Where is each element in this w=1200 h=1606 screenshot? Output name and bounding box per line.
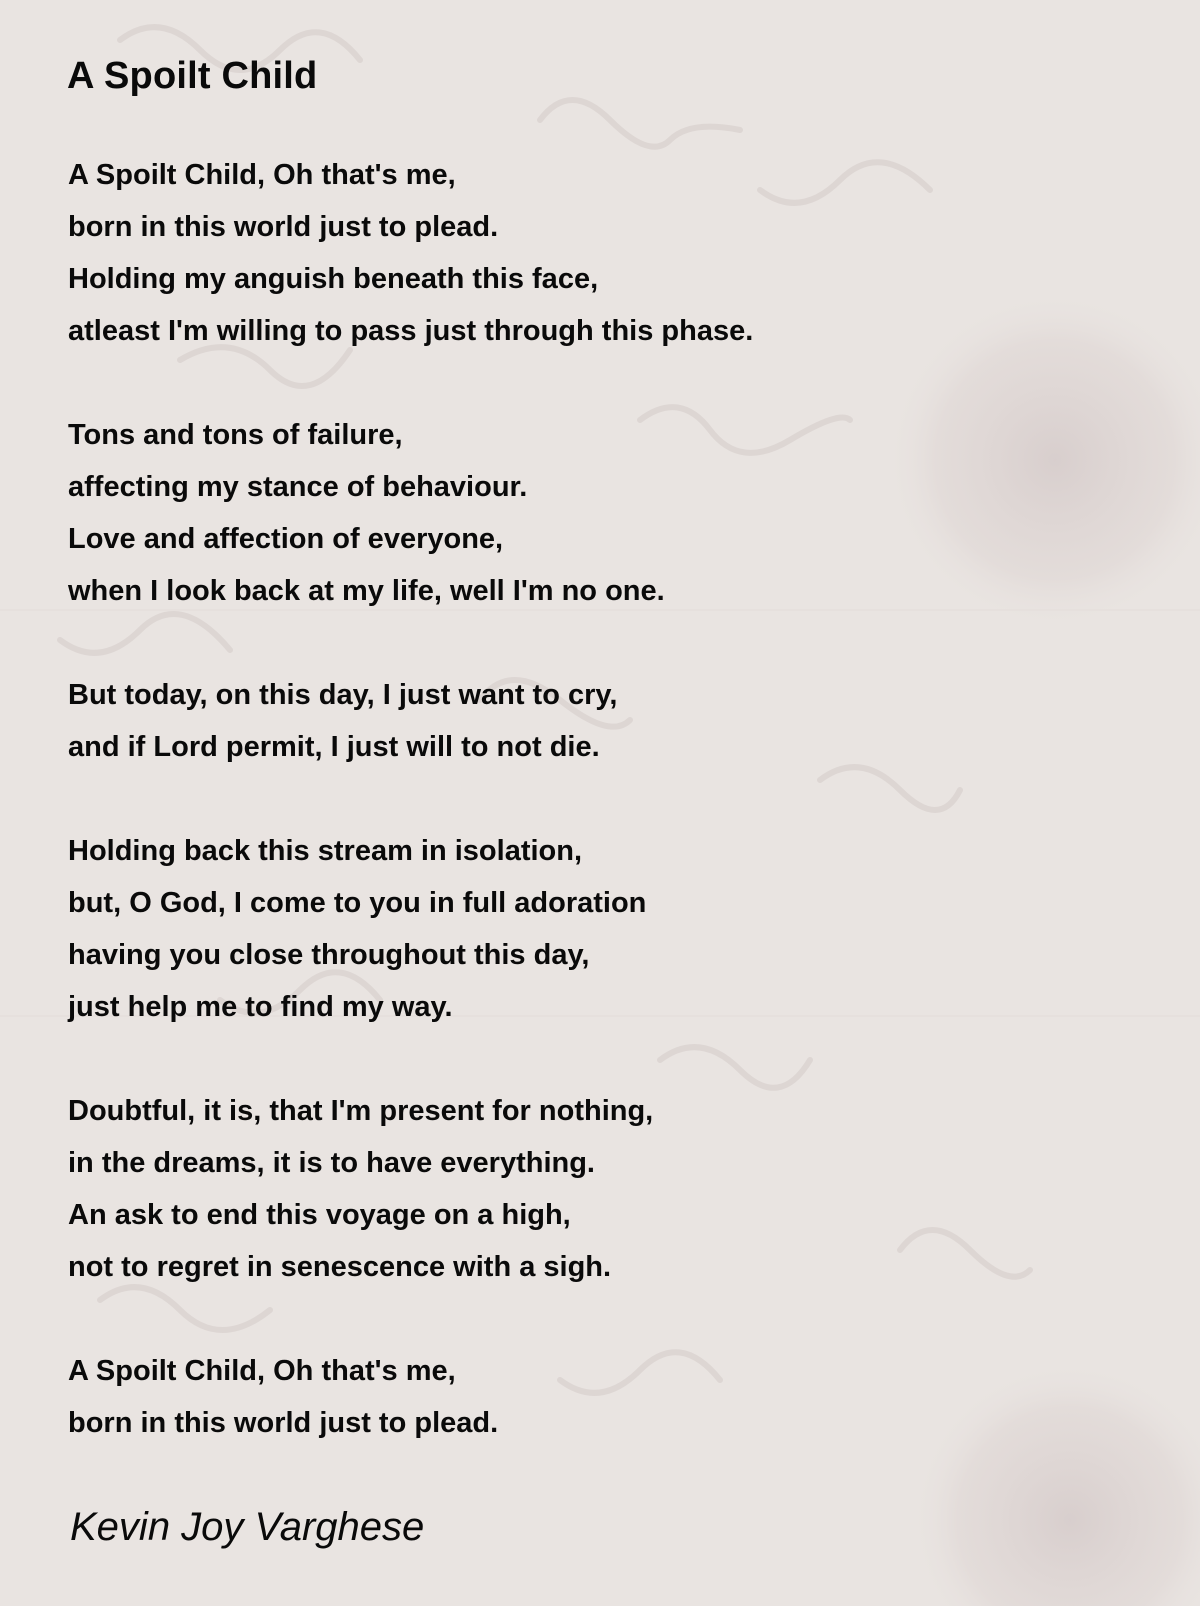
stanza-6 bbox=[68, 1345, 1128, 1449]
poem-line: Holding my anguish beneath this face, bbox=[68, 263, 599, 295]
poem-line: and if Lord permit, I just will to not die. bbox=[68, 731, 600, 763]
stanza-5 bbox=[68, 1085, 1128, 1293]
poem-line: having you close throughout this day, bbox=[68, 939, 590, 971]
stanza-4 bbox=[68, 825, 1128, 1033]
stanza-2 bbox=[68, 409, 1128, 617]
poem-title: A Spoilt Child bbox=[67, 55, 318, 97]
stanza-3 bbox=[68, 669, 1128, 773]
poem-line: Holding back this stream in isolation, bbox=[68, 835, 583, 867]
poem-line: not to regret in senescence with a sigh. bbox=[68, 1251, 612, 1283]
poem-line: A Spoilt Child, Oh that's me, bbox=[68, 1355, 456, 1387]
stanza-1 bbox=[68, 149, 1128, 357]
poem-line: affecting my stance of behaviour. bbox=[68, 471, 528, 503]
poem-line: born in this world just to plead. bbox=[68, 1407, 499, 1439]
poem-line: But today, on this day, I just want to cry, bbox=[68, 679, 618, 711]
poem-line: Love and affection of everyone, bbox=[68, 523, 504, 555]
poem-line: An ask to end this voyage on a high, bbox=[68, 1199, 571, 1231]
poem-line: when I look back at my life, well I'm no one. bbox=[68, 575, 665, 607]
poem-line: born in this world just to plead. bbox=[68, 211, 499, 243]
poem-line: but, O God, I come to you in full adoration bbox=[68, 887, 647, 919]
poem-body bbox=[68, 149, 1128, 1501]
poem-line: Tons and tons of failure, bbox=[68, 419, 403, 451]
poem-line: Doubtful, it is, that I'm present for nothing, bbox=[68, 1095, 654, 1127]
poem-line: in the dreams, it is to have everything. bbox=[68, 1147, 595, 1179]
poem-line: A Spoilt Child, Oh that's me, bbox=[68, 159, 456, 191]
poem-line: atleast I'm willing to pass just through this phase. bbox=[68, 315, 754, 347]
poem-author: Kevin Joy Varghese bbox=[70, 1505, 425, 1549]
poem-line: just help me to find my way. bbox=[68, 991, 453, 1023]
